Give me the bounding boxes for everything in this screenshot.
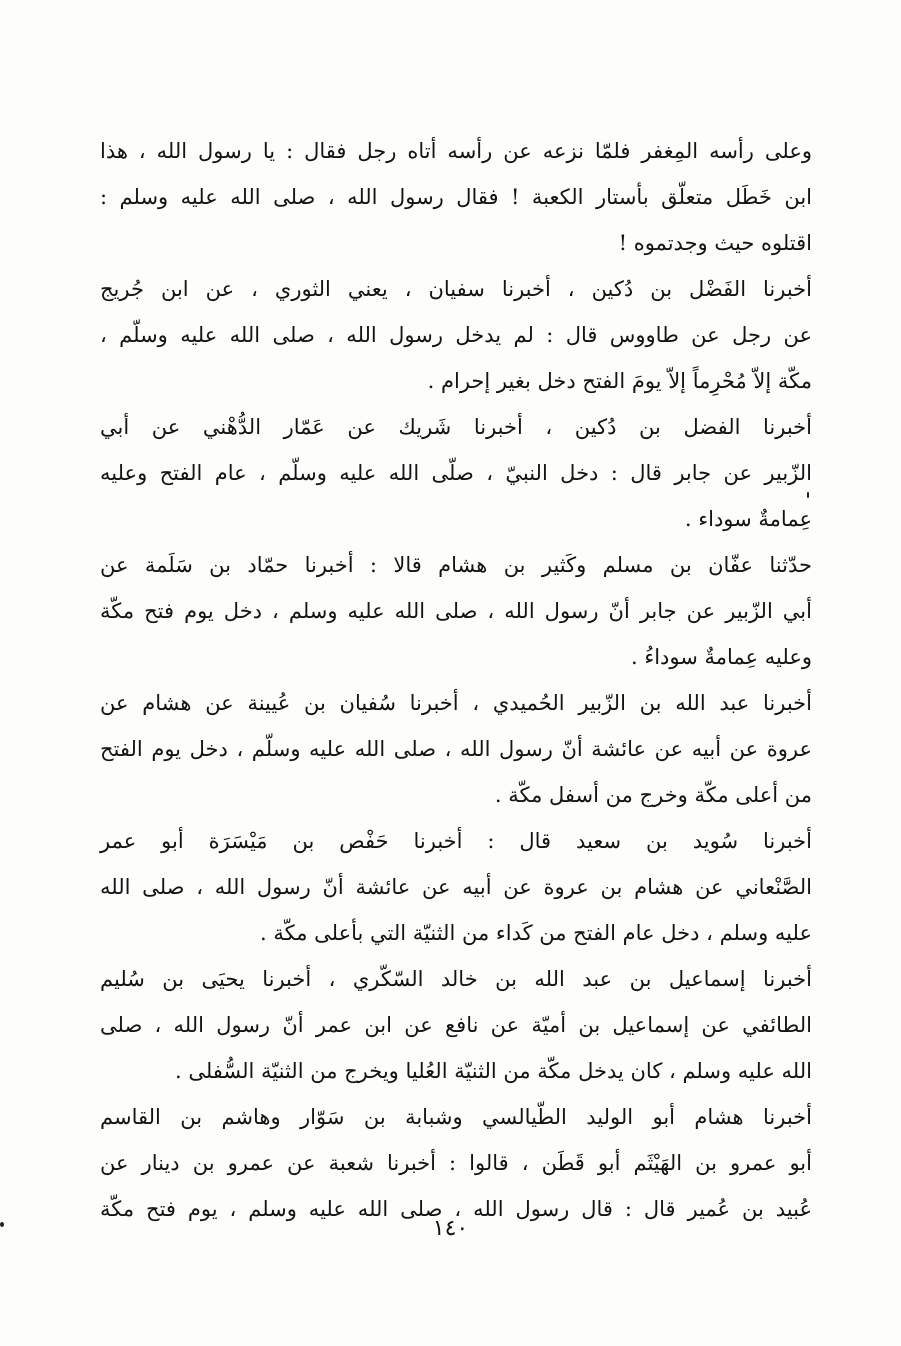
text-line: حدّثنا عفّان بن مسلم وكَثير بن هشام قالا : أخبرنا حمّاد بن سَلَمة عن (100, 553, 812, 577)
paragraph (100, 266, 812, 404)
text-line: الصَّنْعاني عن هشام بن عروة عن أبيه عن عائشة أنّ رسول الله ، صلى الله (100, 875, 812, 899)
text-line: أخبرنا الفَضْل بن دُكين ، أخبرنا سفيان ، يعني الثوري ، عن ابن جُريج (100, 277, 812, 301)
paragraph (100, 680, 812, 818)
text-line: اقتلوه حيث وجدتموه ! (618, 231, 812, 255)
paragraph (100, 1094, 812, 1232)
text-line: الزّبير عن جابر قال : دخل النبيّ ، صلّى الله عليه وسلّم ، عام الفتح وعليه (100, 461, 812, 485)
paragraph (100, 128, 812, 266)
page-number: ١٤٠ (432, 1216, 469, 1241)
paragraph (100, 404, 812, 542)
text-line: ابن خَطَل متعلّق بأستار الكعبة ! فقال رسول الله ، صلى الله عليه وسلم : (100, 185, 812, 209)
scan-speck (807, 492, 809, 498)
text-line: أبو عمرو بن الهَيْثَم أبو قَطَن ، قالوا : أخبرنا شعبة عن عمرو بن دينار عن (100, 1151, 812, 1175)
paragraph (100, 818, 812, 956)
text-line: عن رجل عن طاووس قال : لم يدخل رسول الله ، صلى الله عليه وسلّم ، (100, 323, 812, 347)
text-line: أخبرنا هشام أبو الوليد الطّيالسي وشبابة بن سَوّار وهاشم بن القاسم (100, 1105, 812, 1129)
text-line: وعليه عِمامةٌ سوداءُ . (630, 645, 812, 669)
text-line: من أعلى مكّة وخرج من أسفل مكّة . (494, 783, 812, 807)
text-line: عروة عن أبيه عن عائشة أنّ رسول الله ، صلى الله عليه وسلّم ، دخل يوم الفتح (100, 737, 812, 761)
text-line: أبي الزّبير عن جابر أنّ رسول الله ، صلى الله عليه وسلم ، دخل يوم فتح مكّة (100, 599, 812, 623)
scan-speck (0, 1222, 4, 1227)
paragraph (100, 956, 812, 1094)
text-line: عُبيد بن عُمير قال : قال رسول الله ، صلى الله عليه وسلم ، يوم فتح مكّة (100, 1197, 812, 1221)
text-line: الله عليه وسلم ، كان يدخل مكّة من الثنيّة العُليا ويخرج من الثنيّة السُّفلى . (174, 1059, 812, 1083)
paragraph (100, 542, 812, 680)
text-line: مكّة إلاّ مُحْرِماً إلاّ يومَ الفتح دخل بغير إحرام . (427, 369, 812, 393)
text-line: أخبرنا الفضل بن دُكين ، أخبرنا شَريك عن عَمّار الدُّهْني عن أبي (100, 415, 812, 439)
text-line: أخبرنا إسماعيل بن عبد الله بن خالد السّكّري ، أخبرنا يحيَى بن سُليم (100, 967, 812, 991)
text-line: الطائفي عن إسماعيل بن أميّة عن نافع عن ابن عمر أنّ رسول الله ، صلى (100, 1013, 812, 1037)
text-line: عليه وسلم ، دخل عام الفتح من كَداء من الثنيّة التي بأعلى مكّة . (260, 921, 812, 945)
text-line: أخبرنا عبد الله بن الزّبير الحُميدي ، أخبرنا سُفيان بن عُيينة عن هشام عن (100, 691, 812, 715)
text-line: عِمامةٌ سوداء . (684, 507, 812, 531)
page-body-text (100, 128, 812, 1232)
text-line: وعلى رأسه المِغفر فلمّا نزعه عن رأسه أتاه رجل فقال : يا رسول الله ، هذا (100, 139, 812, 163)
text-line: أخبرنا سُويد بن سعيد قال : أخبرنا حَفْص بن مَيْسَرَة أبو عمر (100, 829, 812, 853)
